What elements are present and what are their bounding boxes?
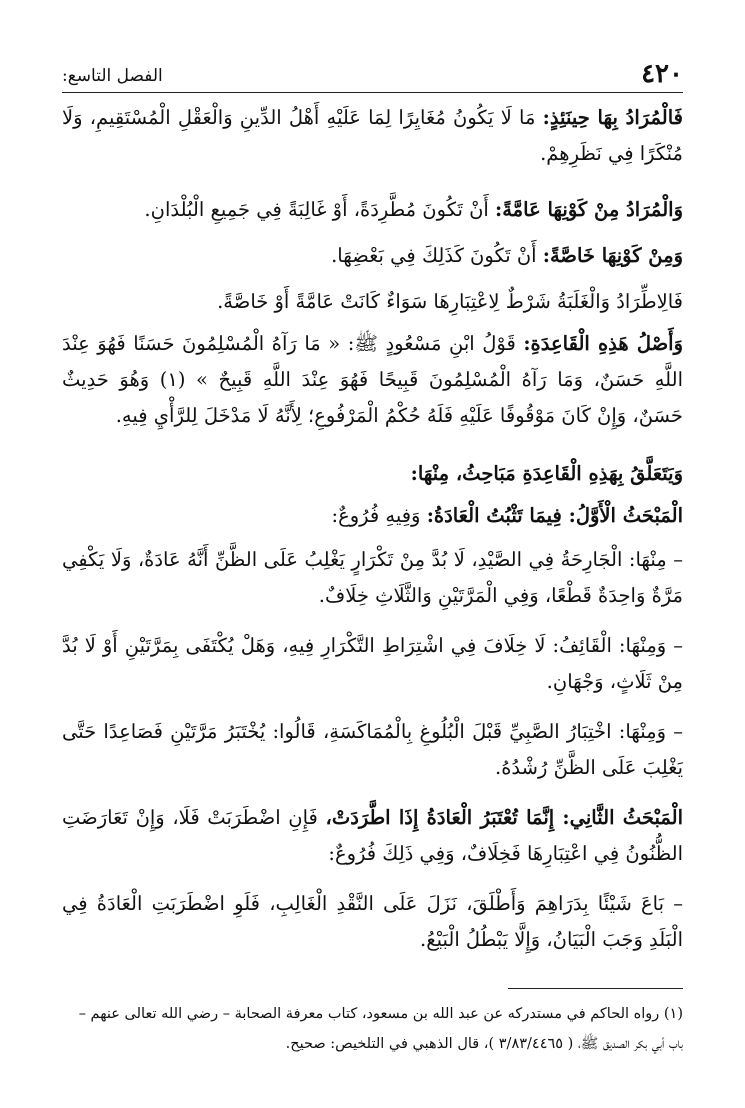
paragraph-text: فَالِاطِّرَادُ وَالْغَلَبَةُ شَرْطٌ لِاعْتِبَارِهَا سَوَاءٌ كَانَتْ عَامَّةً أَوْ خَاصَّةً. [217,290,683,313]
chapter-title: الفصل التاسع: [62,66,163,86]
paragraph-text: مَا لَا يَكُونُ مُغَايِرًا لِمَا عَلَيْهِ أَهْلُ الدِّينِ وَالْعَقْلِ الْمُسْتَقِيمِ، وَلَا مُنْكَرًا فِي نَظَرِهِمْ. [62,106,683,165]
paragraph-text: – بَاعَ شَيْئًا بِدَرَاهِمَ وَأَطْلَقَ، نَزَلَ عَلَى النَّقْدِ الْغَالِبِ، فَلَوِ اضْطَرَبَتِ الْعَادَةُ فِي الْبَلَدِ وَجَبَ الْبَيَانُ، وَإِلَّا يَبْطُلُ الْبَيْعُ. [62,892,683,951]
paragraph [62,284,683,320]
paragraph-text: أَنْ تَكُونَ مُطَّرِدَةً، أَوْ غَالِبَةً فِي جَمِيعِ الْبُلْدَانِ. [144,198,496,221]
paragraph-lead: وَالْمُرَادُ مِنْ كَوْنِهَا عَامَّةً: [495,198,683,221]
paragraph [62,238,683,274]
footnote-line: باب أبي بكر الصديق ﷺ، ( ٣/٨٣/٤٤٦٥ )، قال الذهبي في التلخيص: صحيح. [285,1036,683,1052]
paragraph-text: فَإِنِ اضْطَرَبَتْ فَلَا، وَإِنْ تَعَارَضَتِ الظُّنُونُ فِي اعْتِبَارِهَا فَخِلَافٌ، وَفِي ذَلِكَ فُرُوعٌ: [62,806,683,865]
paragraph-lead: فَالْمُرَادُ بِهَا حِينَئِذٍ: [542,106,683,129]
paragraph [62,886,683,958]
paragraph [62,100,683,172]
paragraph-text: – وَمِنْهَا: الْقَائِفُ: لَا خِلَافَ فِي اشْتِرَاطِ التَّكْرَارِ فِيهِ، وَهَلْ يُكْتَفَى بِمَرَّتَيْنِ أَوْ لَا بُدَّ مِنْ ثَلَاثٍ، وَجْهَانِ. [62,634,683,693]
footnote-separator [508,988,683,989]
page-header [62,58,683,93]
paragraph [62,456,683,492]
paragraph [62,542,683,614]
section-heading [62,498,683,534]
paragraph-text: – وَمِنْهَا: اخْتِبَارُ الصَّبِيِّ قَبْلَ الْبُلُوغِ بِالْمُمَاكَسَةِ، قَالُوا: يُخْتَبَرُ مَرَّتَيْنِ فَصَاعِدًا حَتَّى يَغْلِبَ عَلَى الظَّنِّ رُشْدُهُ. [62,720,683,779]
paragraph-text: أَنْ تَكُونَ كَذَلِكَ فِي بَعْضِهَا. [331,244,543,267]
paragraph [62,192,683,228]
paragraph-lead: وَمِنْ كَوْنِهَا خَاصَّةً: [542,244,683,267]
paragraph-lead: وَيَتَعَلَّقُ بِهَذِهِ الْقَاعِدَةِ مَبَاحِثُ، مِنْهَا: [410,462,683,485]
paragraph-lead: الْمَبْحَثُ الْأَوَّلُ: فِيمَا تَثْبُتُ الْعَادَةُ: [426,504,683,527]
paragraph [62,628,683,700]
paragraph [62,326,683,434]
paragraph [62,714,683,786]
paragraph-lead: الْمَبْحَثُ الثَّانِي: إِنَّمَا تُعْتَبَرُ الْعَادَةُ إِذَا اطَّرَدَتْ، [325,806,683,829]
paragraph-text: وَفِيهِ فُرُوعٌ: [331,504,427,527]
paragraph-text: – مِنْهَا: الْجَارِحَةُ فِي الصَّيْدِ، لَا بُدَّ مِنْ تَكْرَارٍ يَغْلِبُ عَلَى الظَّنِّ أَنَّهُ عَادَةٌ، وَلَا يَكْفِي مَرَّةٌ وَاحِدَةٌ قَطْعًا، وَفِي الْمَرَّتَيْنِ وَالثَّلَاثِ خِلَافٌ. [62,548,683,607]
footnote-line: (١) رواه الحاكم في مستدركه عن عبد الله بن مسعود، كتاب معرفة الصحابة – رضي الله تعالى عنهم – [78,1006,683,1022]
paragraph-lead: وَأَصْلُ هَذِهِ الْقَاعِدَةِ: [523,332,683,355]
paragraph-text: قَوْلُ ابْنِ مَسْعُودٍ ﷺ: « مَا رَآهُ الْمُسْلِمُونَ حَسَنًا فَهُوَ عِنْدَ اللَّهِ حَسَنٌ، وَمَا رَآهُ الْمُسْلِمُونَ قَبِيحًا فَهُوَ عِنْدَ اللَّهِ قَبِيحٌ » (١) وَهُوَ حَدِيثٌ حَسَنٌ، وَإِنْ كَانَ مَوْقُوفًا عَلَيْهِ فَلَهُ حُكْمُ الْمَرْفُوعِ؛ لِأَنَّهُ لَا مَدْخَلَ لِلرَّأْيِ فِيهِ. [62,332,683,427]
section-heading [62,800,683,872]
page-number: ٤٢٠ [641,59,683,89]
